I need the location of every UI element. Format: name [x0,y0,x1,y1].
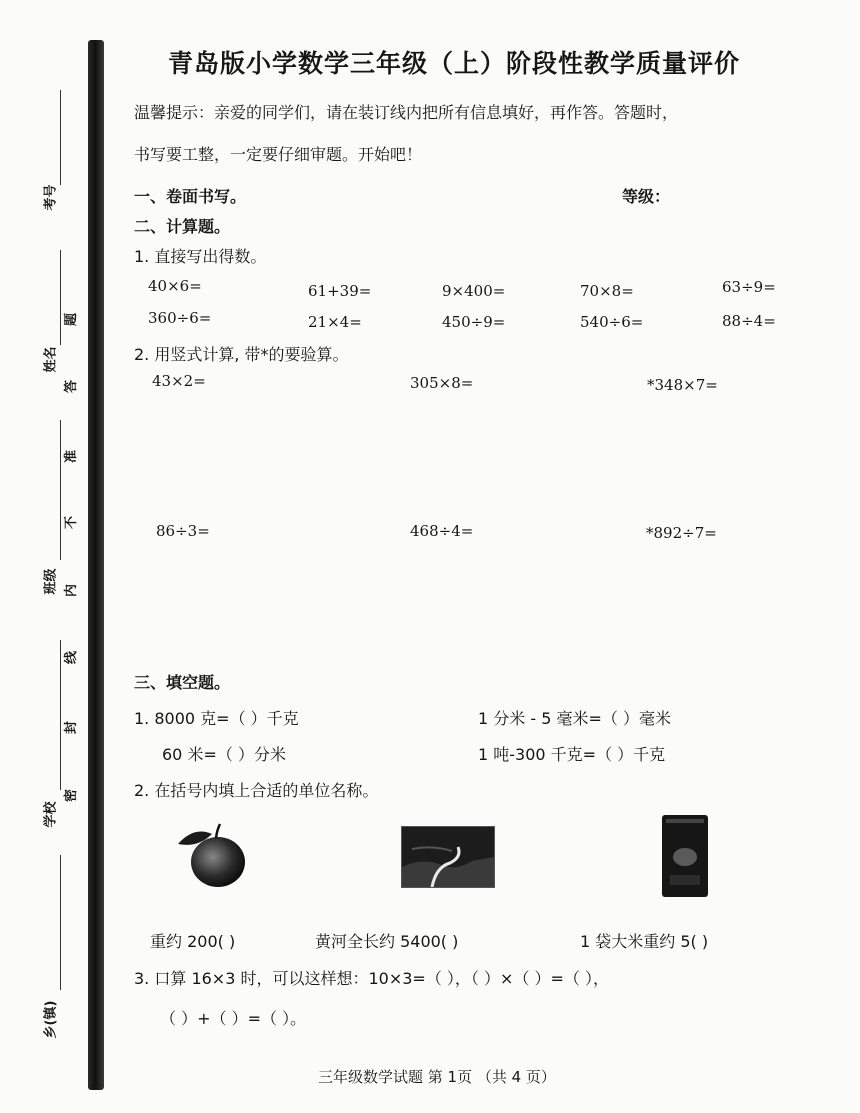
name-line [60,250,61,345]
class-label: 班级 [43,568,59,595]
mental-calc-item: 9×400= [442,282,506,300]
fill-blank-item: 1. 8000 克=（ ）千克 [134,709,299,728]
mental-calc-item: 21×4= [308,313,362,331]
fill-blank-item: 60 米=（ ）分米 [162,745,286,764]
mental-calc-item: 360÷6= [148,309,212,327]
yellow-river-image [401,826,495,888]
unit-blank-rice: 1 袋大米重约 5( ) [580,932,709,951]
exam-number-line [60,90,61,185]
mental-calc-item: 540÷6= [580,313,644,331]
mental-calc-item: 63÷9= [722,278,776,296]
binding-bar [88,40,104,1090]
apple-image [172,818,252,890]
section3-title: 三、填空题。 [134,673,231,692]
vertical-calc-item: *348×7= [647,376,718,394]
mental-calc-item: 70×8= [580,282,634,300]
fill-blank-item: 1 分米 - 5 毫米=（ ）毫米 [478,709,671,728]
tip-line-1: 温馨提示：亲爱的同学们，请在装订线内把所有信息填好，再作答。答题时， [134,103,679,122]
notice-char-3: 准 [64,449,80,464]
notice-char-2: 答 [64,379,80,394]
notice-char-8: 密 [64,788,80,803]
notice-char-4: 不 [64,515,80,530]
mental-calc-item: 450÷9= [442,313,506,331]
mental-calc-item: 61+39= [308,282,372,300]
notice-char-5: 内 [64,583,80,598]
vertical-calc-item: 305×8= [410,374,474,392]
mental-method-line-2: （ ）+（ ）=（ ）。 [160,1009,307,1028]
school-label: 学校 [43,801,59,828]
page-title: 青岛版小学数学三年级（上）阶段性教学质量评价 [168,49,741,78]
unit-blank-apple: 重约 200( ) [150,932,236,951]
tip-line-2: 书写要工整，一定要仔细审题。开始吧！ [134,145,423,164]
vertical-calc-item: 468÷4= [410,522,474,540]
unit-blank-river: 黄河全长约 5400( ) [315,932,459,951]
exam-number-label: 考号 [43,184,59,211]
q1-title: 1. 直接写出得数。 [134,247,267,266]
mental-method-line-1: 3. 口算 16×3 时，可以这样想：10×3=（ ），（ ）×（ ）=（ ）， [134,969,609,988]
class-line [60,420,61,560]
mental-calc-item: 40×6= [148,277,202,295]
section2-title: 二、计算题。 [134,217,231,236]
vertical-calc-item: *892÷7= [646,524,717,542]
mental-calc-item: 88÷4= [722,312,776,330]
notice-char-7: 封 [64,720,80,735]
name-label: 姓名 [43,346,59,373]
fill-blank-item: 1 吨-300 千克=（ ）千克 [478,745,666,764]
notice-char-1: 题 [64,312,80,327]
town-label: 乡(镇) [43,1000,59,1039]
q2-title: 2. 用竖式计算, 带*的要验算。 [134,345,349,364]
section1-title: 一、卷面书写。 [134,187,247,206]
page-footer: 三年级数学试题 第 1页 （共 4 页） [318,1068,556,1086]
notice-char-6: 线 [64,650,80,665]
grade-label: 等级： [622,187,671,206]
units-question-title: 2. 在括号内填上合适的单位名称。 [134,781,379,800]
town-line [60,855,61,990]
vertical-calc-item: 43×2= [152,372,206,390]
rice-bag-image [660,813,710,899]
vertical-calc-item: 86÷3= [156,522,210,540]
